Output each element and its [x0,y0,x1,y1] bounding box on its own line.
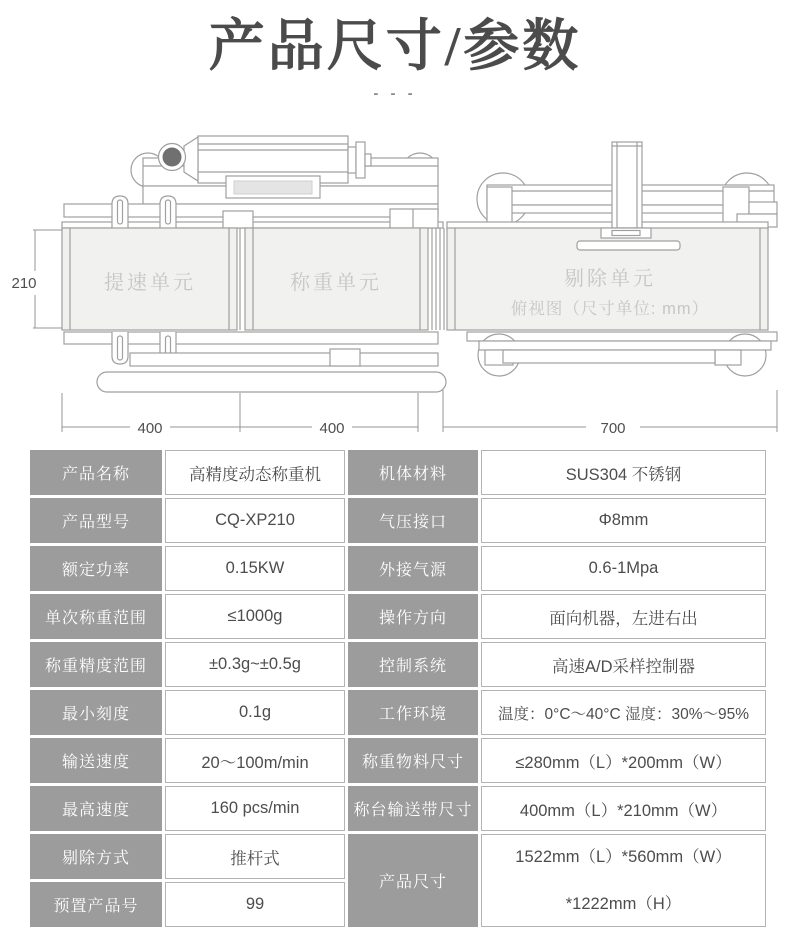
spec-value: 温度：0°C～40°C 湿度：30%～95% [481,690,766,735]
spec-value: 推杆式 [165,834,345,879]
spec-value: 0.6-1Mpa [481,546,766,591]
spec-label: 称台输送带尺寸 [348,786,478,831]
left-foot-bar [97,372,446,392]
spec-label-product-size: 产品尺寸 [348,834,478,927]
spec-label: 最高速度 [30,786,162,831]
spec-value: ≤280mm（L）*200mm（W） [481,738,766,783]
product-size-line1: 1522mm（L）*560mm（W） [515,847,732,866]
dim-400-left: 400 [137,420,163,437]
spec-label: 额定功率 [30,546,162,591]
product-size-line2: *1222mm（H） [565,894,682,913]
spec-label: 剔除方式 [30,834,162,879]
spec-label: 输送速度 [30,738,162,783]
spec-label: 外接气源 [348,546,478,591]
spec-label: 预置产品号 [30,882,162,927]
spec-label: 最小刻度 [30,690,162,735]
spec-value: 高精度动态称重机 [165,450,345,495]
page-title: 产品尺寸/参数 [208,16,582,78]
spec-label: 工作环境 [348,690,478,735]
unit-label-weighing: 称重单元 [290,272,382,294]
spec-value: 99 [165,882,345,927]
unit-label-reject: 剔除单元 [564,268,656,290]
spec-label: 称重精度范围 [30,642,162,687]
left-unit-top-assembly [62,136,443,228]
pusher-plate [577,241,680,250]
spec-value-product-size [481,834,766,927]
dim-400-mid: 400 [319,420,345,437]
unit-label-speedup: 提速单元 [104,272,196,294]
spec-value: 0.1g [165,690,345,735]
left-unit-base [64,332,446,392]
spec-value: CQ-XP210 [165,498,345,543]
spec-value: SUS304 不锈钢 [481,450,766,495]
motor-end-disc [163,148,182,167]
spec-value: 高速A/D采样控制器 [481,642,766,687]
title-dashes: - - - [373,85,417,103]
spec-value: 面向机器，左进右出 [481,594,766,639]
spec-label: 产品型号 [30,498,162,543]
right-unit-top-assembly [447,142,777,230]
spec-label: 称重物料尺寸 [348,738,478,783]
spec-label: 气压接口 [348,498,478,543]
dim-700-right: 700 [600,420,626,437]
spec-label: 产品名称 [30,450,162,495]
product-diagram [0,125,790,445]
spec-value: Φ8mm [481,498,766,543]
spec-label: 控制系统 [348,642,478,687]
spec-value: 160 pcs/min [165,786,345,831]
spec-table [30,450,766,927]
spec-value: 20～100m/min [165,738,345,783]
spec-value: ≤1000g [165,594,345,639]
spec-label: 单次称重范围 [30,594,162,639]
right-unit-base [467,332,777,376]
spec-value: ±0.3g~±0.5g [165,642,345,687]
spec-value: 400mm（L）*210mm（W） [481,786,766,831]
title-block [0,14,790,102]
top-view-note: 俯视图（尺寸单位: mm） [510,300,710,318]
spec-label: 机体材料 [348,450,478,495]
dim-height-210: 210 [11,275,37,292]
spec-label: 操作方向 [348,594,478,639]
spec-value: 0.15KW [165,546,345,591]
